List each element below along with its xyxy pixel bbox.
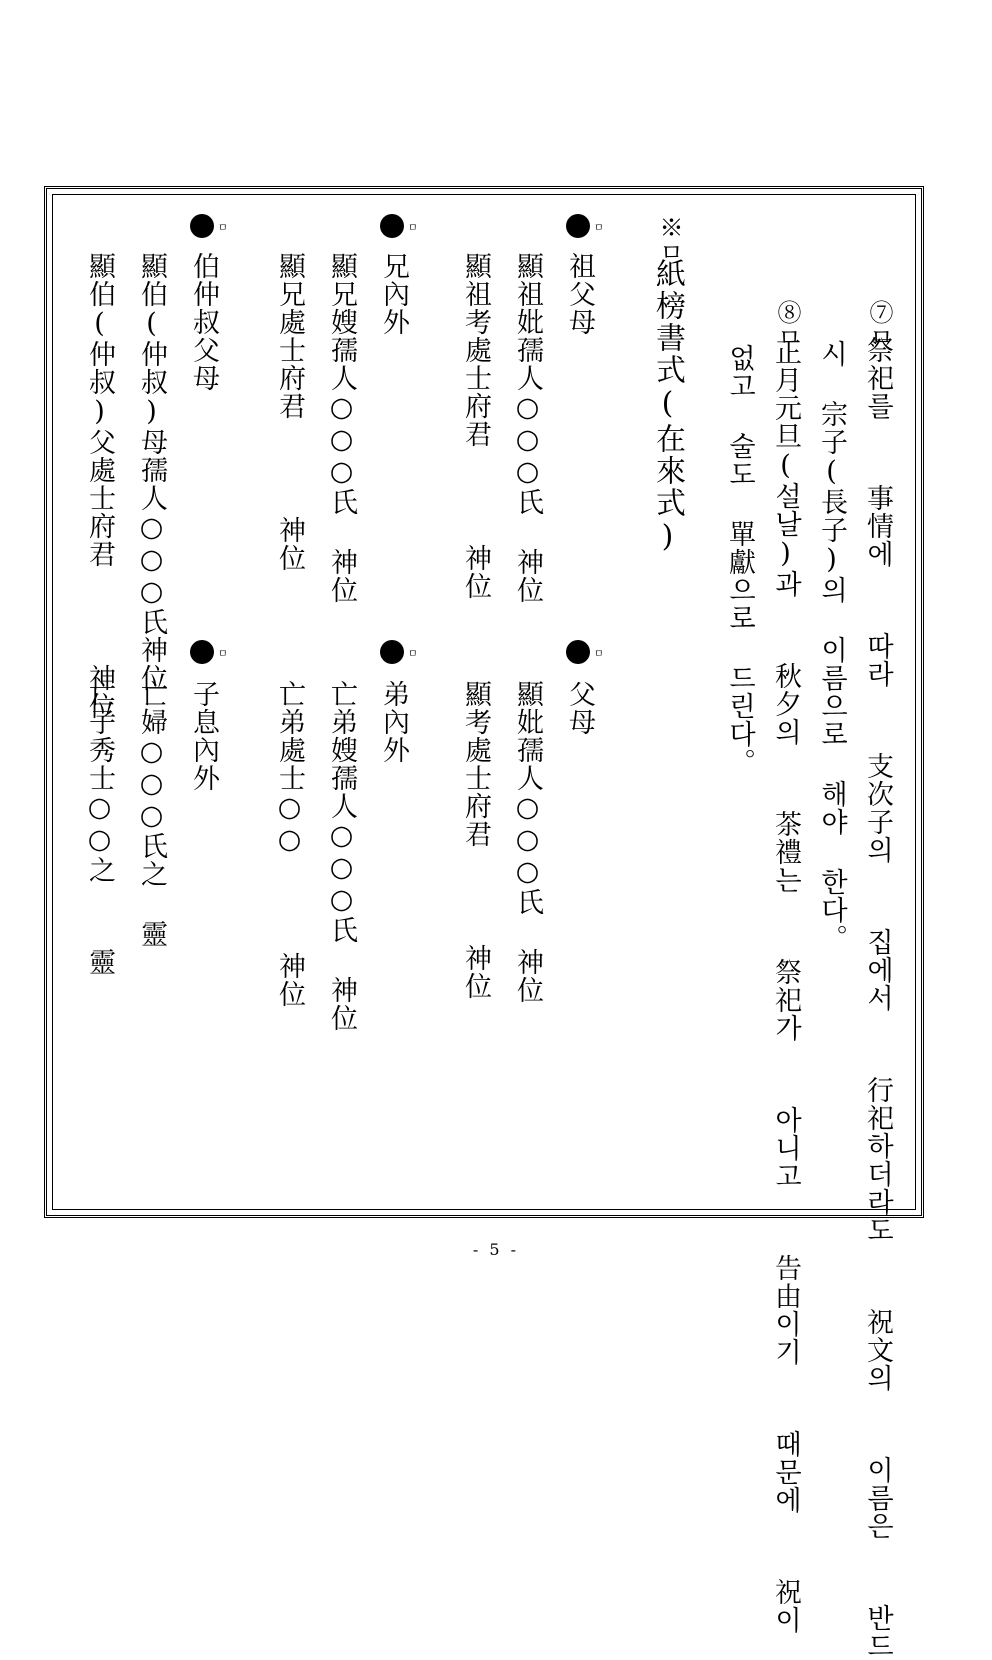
bullet-mark: ㅁ	[408, 223, 418, 234]
entry-heading: 伯仲叔父母	[188, 252, 219, 392]
entry-line-1: 顯伯(仲叔)母孺人○○○氏神位	[136, 252, 167, 692]
entry-line-2: 亡弟處士○○ 神位	[274, 680, 305, 1008]
entry-heading: 子息內外	[188, 680, 219, 792]
note-7-line-2: 시 宗子(長子)의 이름으로 해야 한다。	[816, 340, 847, 952]
bullet-icon	[190, 640, 214, 664]
entry-line-1: 顯妣孺人○○○氏 神位	[512, 680, 543, 1004]
bullet-icon	[380, 214, 404, 238]
entry-line-2: 顯伯(仲叔)父處士府君 神位	[84, 252, 115, 720]
section-marker: ※ㅁ	[655, 215, 683, 265]
bullet-icon	[380, 640, 404, 664]
entry-heading: 兄內外	[378, 252, 409, 336]
entry-line-2: 亡子秀士○○之 靈	[84, 680, 115, 976]
entry-line-1: 亡弟嫂孺人○○○氏 神位	[326, 680, 357, 1032]
entry-heading: 弟內外	[378, 680, 409, 764]
entry-heading: 父母	[564, 680, 595, 736]
note-8-line-1: 正月元旦(설날)과 秋夕의 茶禮는 祭祀가 아니고 告由이기 때문에 祝이	[770, 338, 801, 1634]
note-7-marker: ⑦ㅁ	[865, 300, 893, 350]
entry-line-1: 顯兄嫂孺人○○○氏 神位	[326, 252, 357, 604]
page-number: - 5 -	[472, 1240, 520, 1259]
bullet-icon	[190, 214, 214, 238]
bullet-mark: ㅁ	[218, 649, 228, 660]
entry-line-2: 顯兄處士府君 神位	[274, 252, 305, 572]
entry-heading: 祖父母	[564, 252, 595, 336]
bullet-mark: ㅁ	[594, 223, 604, 234]
bullet-icon	[566, 640, 590, 664]
entry-line-1: 亡婦○○○氏之 靈	[136, 680, 167, 948]
note-8-marker: ⑧ㅁ	[773, 300, 801, 350]
bullet-mark: ㅁ	[594, 649, 604, 660]
entry-line-2: 顯祖考處士府君 神位	[460, 252, 491, 600]
note-8-line-2: 없고 술도 單獻으로 드린다。	[724, 344, 755, 776]
bullet-icon	[566, 214, 590, 238]
entry-line-1: 顯祖妣孺人○○○氏 神位	[512, 252, 543, 604]
note-7-line-1: 祭祀를 事情에 따라 支次子의 집에서 行祀하더라도 祝文의 이름은 반드	[862, 336, 893, 1660]
entry-line-2: 顯考處士府君 神位	[460, 680, 491, 1000]
bullet-mark: ㅁ	[218, 223, 228, 234]
section-title: 紙榜書式(在來式)	[650, 258, 685, 556]
bullet-mark: ㅁ	[408, 649, 418, 660]
